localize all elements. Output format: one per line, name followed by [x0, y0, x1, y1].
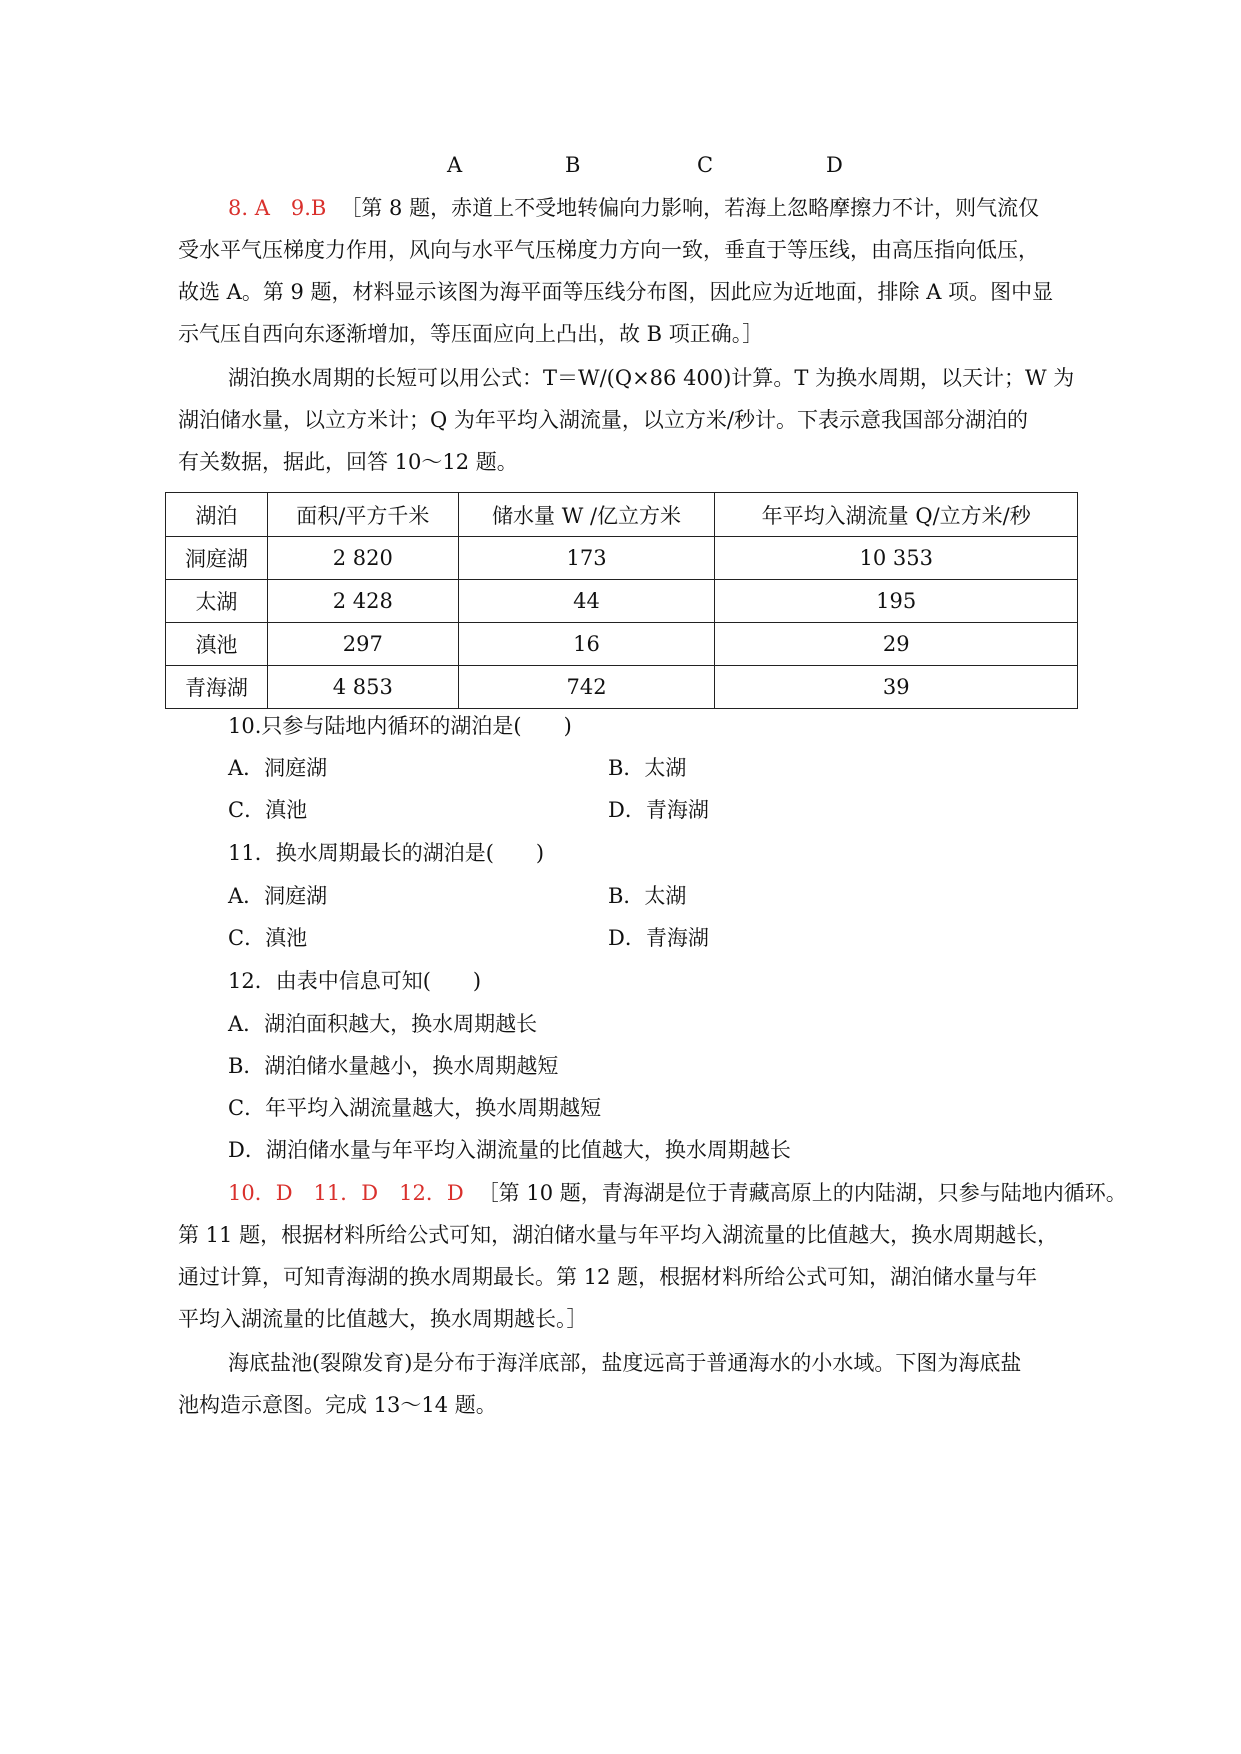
question-11-stem: 11．换水周期最长的湖泊是( ) — [228, 841, 545, 865]
table-header-cell: 年平均入湖流量 Q/立方米/秒 — [715, 493, 1078, 537]
figure-label-c: C — [697, 153, 714, 177]
table-row — [166, 580, 1078, 623]
question-10-option-b: B．太湖 — [608, 756, 687, 780]
table-cell: 39 — [715, 666, 1078, 709]
figure-label-b: B — [565, 153, 581, 177]
table-cell: 742 — [458, 666, 715, 709]
answer-8-9-key: 8. A 9.B — [228, 196, 327, 220]
question-12-option-d: D．湖泊储水量与年平均入湖流量的比值越大，换水周期越长 — [228, 1138, 791, 1162]
table-cell: 16 — [458, 623, 715, 666]
table-header-row — [166, 493, 1078, 537]
question-12-stem: 12．由表中信息可知( ) — [228, 969, 482, 993]
intro-10-12-line-1: 湖泊换水周期的长短可以用公式：T＝W/(Q×86 400)计算。T 为换水周期，以天计；W 为 — [228, 366, 1075, 390]
table-cell: 195 — [715, 580, 1078, 623]
table-cell: 2 428 — [267, 580, 458, 623]
answer-8-9-line-2: 受水平气压梯度力作用，风向与水平气压梯度力方向一致，垂直于等压线，由高压指向低压， — [178, 238, 1039, 262]
table-cell: 29 — [715, 623, 1078, 666]
table-header-cell: 湖泊 — [166, 493, 268, 537]
question-10-option-c: C．滇池 — [228, 798, 308, 822]
answer-10-12-text-1: ［第 10 题，青海湖是位于青藏高原上的内陆湖，只参与陆地内循环。 — [477, 1181, 1127, 1205]
intro-13-14-line-1: 海底盐池(裂隙发育)是分布于海洋底部，盐度远高于普通海水的小水域。下图为海底盐 — [228, 1351, 1022, 1375]
answer-8-9-text-1: ［第 8 题，赤道上不受地转偏向力影响，若海上忽略摩擦力不计，则气流仅 — [340, 196, 1040, 220]
table-cell: 滇池 — [166, 623, 268, 666]
answer-8-9-line-3: 故选 A。第 9 题，材料显示该图为海平面等压线分布图，因此应为近地面，排除 A 项。图中显 — [178, 280, 1054, 304]
question-12-option-c: C．年平均入湖流量越大，换水周期越短 — [228, 1096, 602, 1120]
intro-13-14-line-2: 池构造示意图。完成 13～14 题。 — [178, 1393, 497, 1417]
question-10-option-a: A．洞庭湖 — [228, 756, 328, 780]
table-cell: 297 — [267, 623, 458, 666]
table-header-cell: 面积/平方千米 — [267, 493, 458, 537]
question-12-option-a: A．湖泊面积越大，换水周期越长 — [228, 1012, 538, 1036]
question-10-option-d: D．青海湖 — [608, 798, 709, 822]
answer-10-12-key: 10．D 11．D 12．D — [228, 1181, 464, 1205]
table-cell: 太湖 — [166, 580, 268, 623]
table-row — [166, 666, 1078, 709]
table-row — [166, 623, 1078, 666]
table-cell: 10 353 — [715, 537, 1078, 580]
answer-8-9-line-4: 示气压自西向东逐渐增加，等压面应向上凸出，故 B 项正确。］ — [178, 322, 764, 346]
table-cell: 173 — [458, 537, 715, 580]
figure-label-d: D — [826, 153, 843, 177]
table-cell: 44 — [458, 580, 715, 623]
table-header-cell: 储水量 W /亿立方米 — [458, 493, 715, 537]
answer-10-12-line-3: 通过计算，可知青海湖的换水周期最长。第 12 题，根据材料所给公式可知，湖泊储水量与年 — [178, 1265, 1038, 1289]
figure-label-a: A — [447, 153, 463, 177]
table-cell: 洞庭湖 — [166, 537, 268, 580]
question-11-option-a: A．洞庭湖 — [228, 884, 328, 908]
table-row — [166, 537, 1078, 580]
lake-data-table — [165, 492, 1078, 709]
question-11-option-d: D．青海湖 — [608, 926, 709, 950]
question-11-option-c: C．滇池 — [228, 926, 308, 950]
question-10-stem: 10.只参与陆地内循环的湖泊是( ) — [228, 714, 572, 738]
question-11-option-b: B．太湖 — [608, 884, 687, 908]
answer-10-12-line-4: 平均入湖流量的比值越大，换水周期越长。］ — [178, 1307, 588, 1331]
intro-10-12-line-2: 湖泊储水量，以立方米计；Q 为年平均入湖流量，以立方米/秒计。下表示意我国部分湖泊的 — [178, 408, 1028, 432]
answer-10-12-line-2: 第 11 题，根据材料所给公式可知，湖泊储水量与年平均入湖流量的比值越大，换水周期越长， — [178, 1223, 1059, 1247]
table-cell: 4 853 — [267, 666, 458, 709]
answer-10-12-line-1 — [228, 1178, 1127, 1208]
answer-8-9-line-1 — [228, 193, 1039, 223]
question-12-option-b: B．湖泊储水量越小，换水周期越短 — [228, 1054, 559, 1078]
intro-10-12-line-3: 有关数据，据此，回答 10～12 题。 — [178, 450, 518, 474]
table-cell: 青海湖 — [166, 666, 268, 709]
table-cell: 2 820 — [267, 537, 458, 580]
